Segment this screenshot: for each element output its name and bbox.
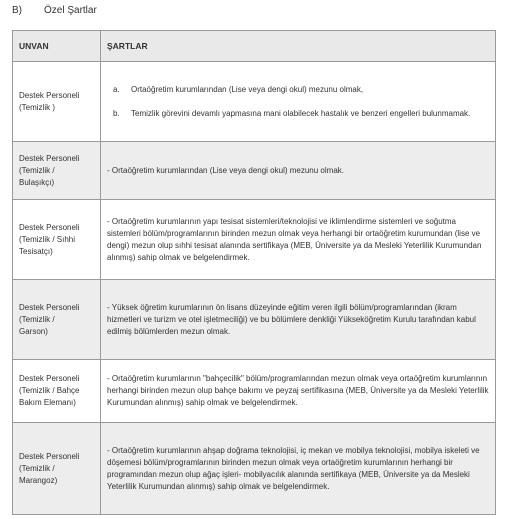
row-title: Destek Personeli (Temizlik / Bulaşıkçı) xyxy=(13,142,101,200)
section-heading xyxy=(12,5,97,16)
row-title: Destek Personeli (Temizlik / Garson) xyxy=(13,280,101,360)
row-title: Destek Personeli (Temizlik / Sıhhi Tesisatçı) xyxy=(13,200,101,280)
section-number: B) xyxy=(12,5,22,16)
row-conditions xyxy=(101,62,496,142)
table-row xyxy=(13,423,496,515)
row-title: Destek Personeli (Temizlik ) xyxy=(13,62,101,142)
row-conditions: - Ortaöğretim kurumlarının "bahçecilik" bölüm/programlarından mezun olmak veya ortaöğretim kurumlarının herhangi birinden mezun olup bahçe bakımı ve peyzaj sertifikasına (MEB, Üniversite ya da Mesleki Yeterlilik Kurumundan alınmış) sahip olmak ve belgelendirmek. xyxy=(101,360,496,423)
table-row xyxy=(13,200,496,280)
table-row xyxy=(13,360,496,423)
table-row xyxy=(13,280,496,360)
row-title: Destek Personeli (Temizlik / Bahçe Bakım Elemanı) xyxy=(13,360,101,423)
conditions-list xyxy=(107,84,489,120)
row-conditions: - Ortaöğretim kurumlarının yapı tesisat sistemleri/teknolojisi ve iklimlendirme sistemleri ve soğutma sistemleri bölüm/programlarının birinden mezun olmak veya herhangi bir ortaöğretim kurumundan (lise ve dengi) mezun olup sıhhi tesisat alanında sertifikaya (MEB, Üniversite ya da Mesleki Yeterlilik Kurumundan alınmış) sahip olmak ve belgelendirmek. xyxy=(101,200,496,280)
table-row xyxy=(13,62,496,142)
table-row xyxy=(13,142,496,200)
requirements-table xyxy=(12,30,496,515)
list-item: b. Temizlik görevini devamlı yapmasına mani olabilecek hastalık ve benzeri engelleri bulunmamak. xyxy=(113,108,471,118)
header-sartlar: ŞARTLAR xyxy=(101,31,496,62)
row-title: Destek Personeli (Temizlik / Marangoz) xyxy=(13,423,101,515)
section-title: Özel Şartlar xyxy=(44,5,97,16)
table-header-row xyxy=(13,31,496,62)
row-conditions: - Ortaöğretim kurumlarının ahşap doğrama teknolojisi, iç mekan ve mobilya teknolojisi, mobilya iskeleti ve döşemesi bölüm/programlarının birinden mezun olmak veya ortaöğretim kurumlarının herhangi bir programından mezun olup ağaç işleri- mobilyacılık alanında sertifikaya (MEB, Üniversite ya da Mesleki Yeterlilik Kurumundan alınmış) sahip olmak ve belgelendirmek. xyxy=(101,423,496,515)
list-item: a. Ortaöğretim kurumlarından (Lise veya dengi okul) mezunu olmak, xyxy=(113,84,364,94)
row-conditions: - Ortaöğretim kurumlarından (Lise veya dengi okul) mezunu olmak. xyxy=(101,142,496,200)
row-conditions: - Yüksek öğretim kurumlarının ön lisans düzeyinde eğitim veren ilgili bölüm/programlarından (ikram hizmetleri ve turizm ve otel işletmeciliği) ve bu bölümlere denkliği Yükseköğretim Kurulu tarafından kabul edilmiş bölümlerden mezun olmak. xyxy=(101,280,496,360)
header-unvan: UNVAN xyxy=(13,31,101,62)
